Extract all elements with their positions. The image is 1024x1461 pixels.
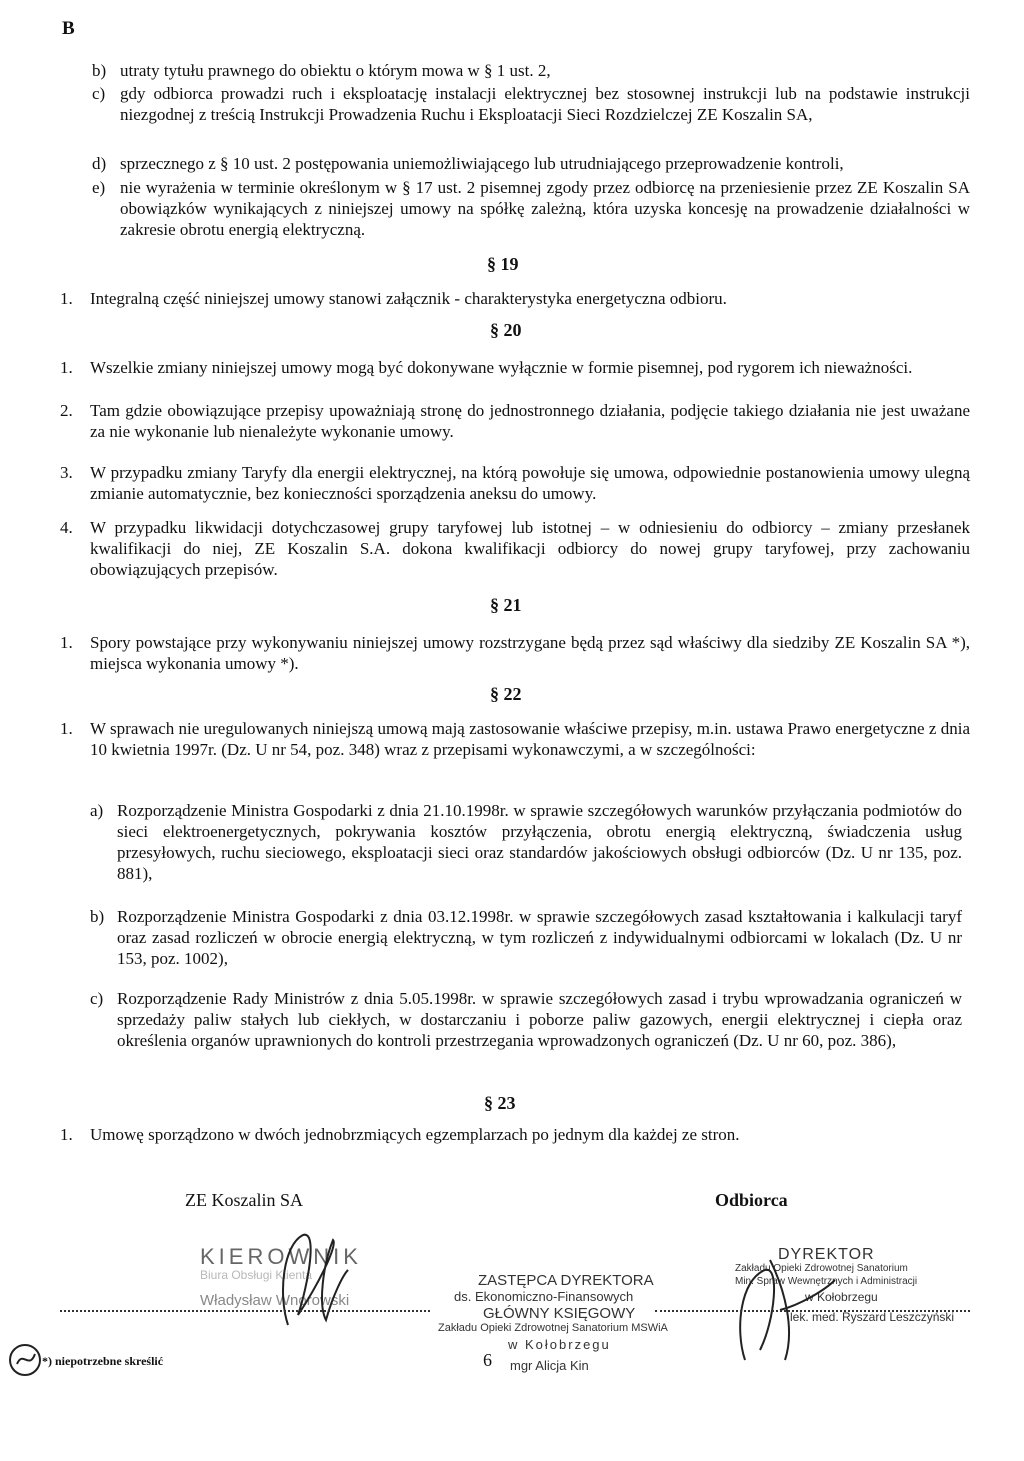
list-item-text: nie wyrażenia w terminie określonym w § 17 ust. 2 pisemnej zgody przez odbiorcę na przeniesienie przez ZE Koszalin SA obowiązków wynikających z niniejszej umowy na spółkę zależną, która uzyska koncesję na prowadzenie działalności w zakresie obrotu energią elektryczną. — [120, 178, 970, 239]
item-text: Umowę sporządzono w dwóch jednobrzmiących egzemplarzach po jednym dla każdej ze stron. — [90, 1125, 740, 1144]
left-party-label: ZE Koszalin SA — [185, 1190, 303, 1210]
left-signature — [248, 1225, 368, 1335]
list-label: e) — [92, 178, 106, 197]
list-label: d) — [92, 154, 107, 173]
item-number: 1. — [60, 289, 73, 308]
item-text: Integralną część niniejszej umowy stanowi załącznik - charakterystyka energetyczna odbioru. — [90, 289, 727, 308]
stamp-line: KIEROWNIK — [200, 1244, 362, 1269]
section-heading-19: § 19 — [487, 254, 519, 274]
item-text: W przypadku zmiany Taryfy dla energii elektrycznej, na którą powołuje się umowa, odpowiednie postanowienia umowy ulegną zmianie automatycznie, bez konieczności sporządzenia aneksu do umowy. — [90, 463, 970, 503]
item-number: 4. — [60, 518, 73, 537]
list-item-text: gdy odbiorca prowadzi ruch i eksploatację instalacji elektrycznej bez stosownej instrukcji lub na podstawie instrukcji niezgodnej z treścią Instrukcji Prowadzenia Ruchu i Eksploatacji Sieci Rozdzielczej ZE Koszalin SA, — [120, 84, 970, 124]
section-heading-22: § 22 — [490, 684, 522, 704]
stamp-line: Zakładu Opieki Zdrowotnej Sanatorium MSWiA — [438, 1322, 668, 1334]
subitem-label: a) — [90, 801, 104, 820]
section-heading-21: § 21 — [490, 595, 522, 615]
item-number: 1. — [60, 1125, 73, 1144]
page-number: 6 — [483, 1350, 492, 1370]
item-number: 1. — [60, 719, 73, 738]
left-signature-line — [60, 1310, 430, 1312]
stamp-line: Biura Obsługi Klienta — [200, 1268, 313, 1282]
item-number: 1. — [60, 633, 73, 652]
stamp-line: Zakładu Opieki Zdrowotnej Sanatorium — [735, 1263, 908, 1274]
item-text: Tam gdzie obowiązujące przepisy upoważniają stronę do jednostronnego działania, podjęcie takiego działania nie jest uważane za nie wykonanie lub nienależyte wykonanie umowy. — [90, 401, 970, 441]
subitem-label: b) — [90, 907, 105, 926]
list-item-text: sprzecznego z § 10 ust. 2 postępowania uniemożliwiającego lub utrudniającego przeprowadzenie kontroli, — [120, 154, 844, 173]
item-number: 3. — [60, 463, 73, 482]
right-party-label: Odbiorca — [715, 1190, 788, 1210]
stamp-line: mgr Alicja Kin — [510, 1358, 589, 1373]
item-text: Spory powstające przy wykonywaniu niniejszej umowy rozstrzygane będą przez sąd właściwy dla siedziby ZE Koszalin SA *), miejsca wykonania umowy *). — [90, 633, 970, 673]
subitem-text: Rozporządzenie Ministra Gospodarki z dnia 21.10.1998r. w sprawie szczegółowych warunków przyłączania podmiotów do sieci elektroenergetycznych, pokrywania kosztów przyłączenia, obrotu energią elektryczną, świadczenia usług przesyłowych, ruchu sieciowego, eksploatacji sieci oraz standardów jakościowych obsługi odbiorców (Dz. U nr 135, poz. 881), — [117, 801, 962, 883]
footnote: *) niepotrzebne skreślić — [42, 1354, 164, 1368]
stamp-line: w Kołobrzegu — [508, 1337, 611, 1352]
stamp-line: GŁÓWNY KSIĘGOWY — [483, 1305, 636, 1322]
footer-stamp-mark — [5, 1340, 45, 1380]
stamp-line: ds. Ekonomiczno-Finansowych — [454, 1289, 634, 1304]
stamp-line: Władysław Wnorowski — [200, 1292, 350, 1309]
stamp-line: w Kołobrzegu — [805, 1290, 878, 1304]
subitem-label: c) — [90, 989, 104, 1008]
subitem-text: Rozporządzenie Ministra Gospodarki z dnia 03.12.1998r. w sprawie szczegółowych zasad kształtowania i kalkulacji taryf oraz zasad rozliczeń w obrocie energią elektryczną, w tym rozliczeń z indywidualnymi odbiorcami w lokalach (Dz. U nr 153, poz. 1002), — [117, 907, 962, 968]
item-number: 2. — [60, 401, 73, 420]
list-item-text: utraty tytułu prawnego do obiektu o którym mowa w § 1 ust. 2, — [120, 61, 551, 80]
item-number: 1. — [60, 358, 73, 377]
stamp-line: Min. Spraw Wewnętrznych i Administracji — [735, 1276, 918, 1287]
item-text: W przypadku likwidacji dotychczasowej grupy taryfowej lub istotnej – w odniesieniu do odbiorcy – zmiany przesłanek kwalifikacji do niej, ZE Koszalin S.A. dokona kwalifikacji odbiorcy do nowej grupy taryfowej, przy zachowaniu obowiązujących przepisów. — [90, 518, 970, 579]
section-heading-20: § 20 — [490, 320, 522, 340]
list-label: c) — [92, 84, 106, 103]
stamp-line: DYREKTOR — [778, 1246, 875, 1263]
subitem-text: Rozporządzenie Rady Ministrów z dnia 5.05.1998r. w sprawie szczegółowych zasad i trybu wprowadzania ograniczeń w sprzedaży paliw stałych lub ciekłych, w dostarczaniu i poborze paliw gazowych, energii elektrycznej i ciepła oraz określenia organów uprawnionych do kontroli przestrzegania wprowadzonych ograniczeń (Dz. U nr 60, poz. 386), — [117, 989, 962, 1050]
stamp-line: lek. med. Ryszard Leszczyński — [790, 1310, 955, 1324]
section-heading-23: § 23 — [484, 1093, 516, 1113]
item-text: Wszelkie zmiany niniejszej umowy mogą być dokonywane wyłącznie w formie pisemnej, pod rygorem ich nieważności. — [90, 358, 913, 377]
page-letter: B — [62, 18, 75, 39]
right-signature-line — [655, 1310, 970, 1312]
item-text: W sprawach nie uregulowanych niniejszą umową mają zastosowanie właściwe przepisy, m.in. ustawa Prawo energetyczne z dnia 10 kwietnia 1997r. (Dz. U nr 54, poz. 348) wraz z przepisami wykonawczymi, a w szczególności: — [90, 719, 970, 759]
list-label: b) — [92, 61, 107, 80]
stamp-line: ZASTĘPCA DYREKTORA — [478, 1272, 654, 1289]
